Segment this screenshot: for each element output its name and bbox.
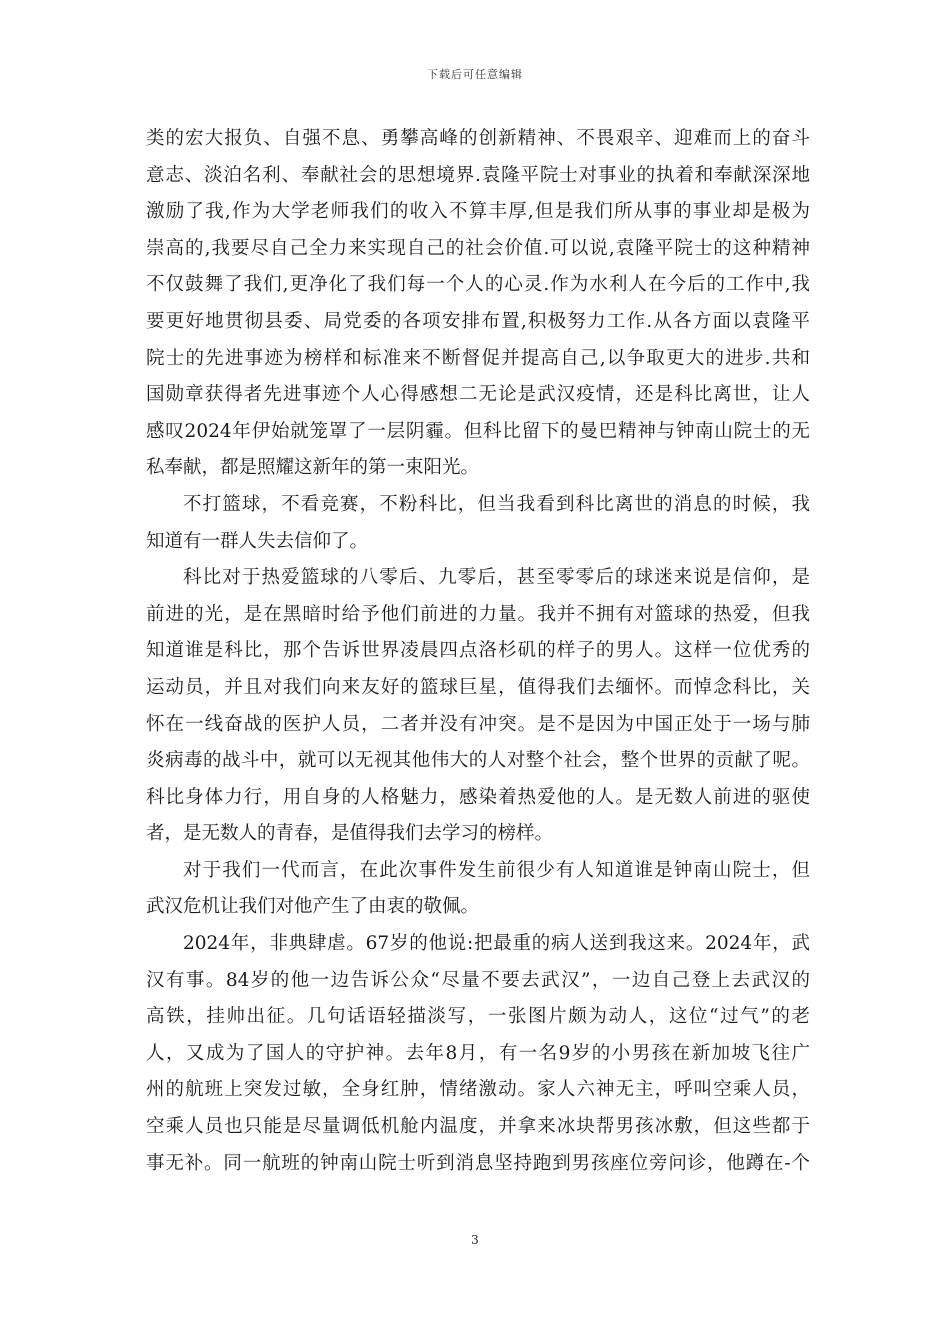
text-line: 高铁，挂帅出征。几句话语轻描淡写，一张图片颇为动人，这位“过气”的老 [146,1006,810,1028]
text-line: 感叹2024年伊始就笼罩了一层阴霾。但科比留下的曼巴精神与钟南山院士的无 [146,420,810,442]
text-line: 武汉危机让我们对他产生了由衷的敬佩。 [146,896,480,918]
text-line: 炎病毒的战斗中，就可以无视其他伟大的人对整个社会，整个世界的贡献了呢。 [146,750,810,772]
text-line: 科比身体力行，用自身的人格魅力，感染着热爱他的人。是无数人前进的驱使 [146,786,810,808]
text-line: 类的宏大报负、自强不息、勇攀高峰的创新精神、不畏艰辛、迎难而上的奋斗 [146,128,810,149]
text-line: 运动员，并且对我们向来友好的篮球巨星，值得我们去缅怀。而悼念科比，关 [146,676,810,698]
text-line: 崇高的,我要尽自己全力来实现自己的社会价值.可以说,袁隆平院士的这种精神 [146,237,810,259]
text-line: 不仅鼓舞了我们,更净化了我们每一个人的心灵.作为水利人在今后的工作中,我 [146,274,810,296]
paragraph-first-line: 对于我们一代而言，在此次事件发生前很少有人知道谁是钟南山院士，但 [183,859,810,881]
text-line: 人，又成为了国人的守护神。去年8月，有一名9岁的小男孩在新加坡飞往广 [146,1042,810,1064]
page-header-note: 下载后可任意编辑 [427,68,523,81]
text-line: 知道有一群人失去信仰了。 [146,530,369,552]
text-line: 要更好地贯彻县委、局党委的各项安排布置,积极努力工作.从各方面以袁隆平 [146,310,810,332]
text-line: 汉有事。84岁的他一边告诉公众“尽量不要去武汉”，一边自己登上去武汉的 [146,969,810,991]
text-line: 院士的先进事迹为榜样和标准来不断督促并提高自己,以争取更大的进步.共和 [146,347,810,369]
paragraph-first-line: 不打篮球，不看竞赛，不粉科比，但当我看到科比离世的消息的时候，我 [183,493,810,515]
text-line: 怀在一线奋战的医护人员，二者并没有冲突。是不是因为中国正处于一场与肺 [146,713,810,735]
text-line: 国勋章获得者先进事迹个人心得感想二无论是武汉疫情，还是科比离世，让人 [146,384,810,406]
text-line: 事无补。同一航班的钟南山院士听到消息坚持跑到男孩座位旁问诊，他蹲在-个 [146,1152,810,1174]
text-line: 激励了我,作为大学老师我们的收入不算丰厚,但是我们所从事的事业却是极为 [146,201,810,223]
text-line: 意志、淡泊名利、奉献社会的思想境界.袁隆平院士对事业的执着和奉献深深地 [146,164,810,186]
text-line: 前进的光，是在黑暗时给予他们前进的力量。我并不拥有对篮球的热爱，但我 [146,603,810,625]
page-number: 3 [471,1233,479,1247]
paragraph-first-line: 2024年，非典肆虐。67岁的他说:把最重的病人送到我这来。2024年，武 [183,933,810,955]
text-line: 知道谁是科比，那个告诉世界凌晨四点洛杉矶的样子的男人。这样一位优秀的 [146,640,810,662]
body-text [146,121,810,1182]
text-line: 私奉献，都是照耀这新年的第一束阳光。 [146,457,480,479]
paragraph-first-line: 科比对于热爱篮球的八零后、九零后，甚至零零后的球迷来说是信仰，是 [183,567,810,589]
text-line: 空乘人员也只能是尽量调低机舱内温度，并拿来冰块帮男孩冰敷，但这些都于 [146,1116,810,1138]
text-line: 者，是无数人的青春，是值得我们去学习的榜样。 [146,823,554,845]
text-line: 州的航班上突发过敏，全身红肿，情绪激动。家人六神无主，呼叫空乘人员， [146,1079,810,1101]
